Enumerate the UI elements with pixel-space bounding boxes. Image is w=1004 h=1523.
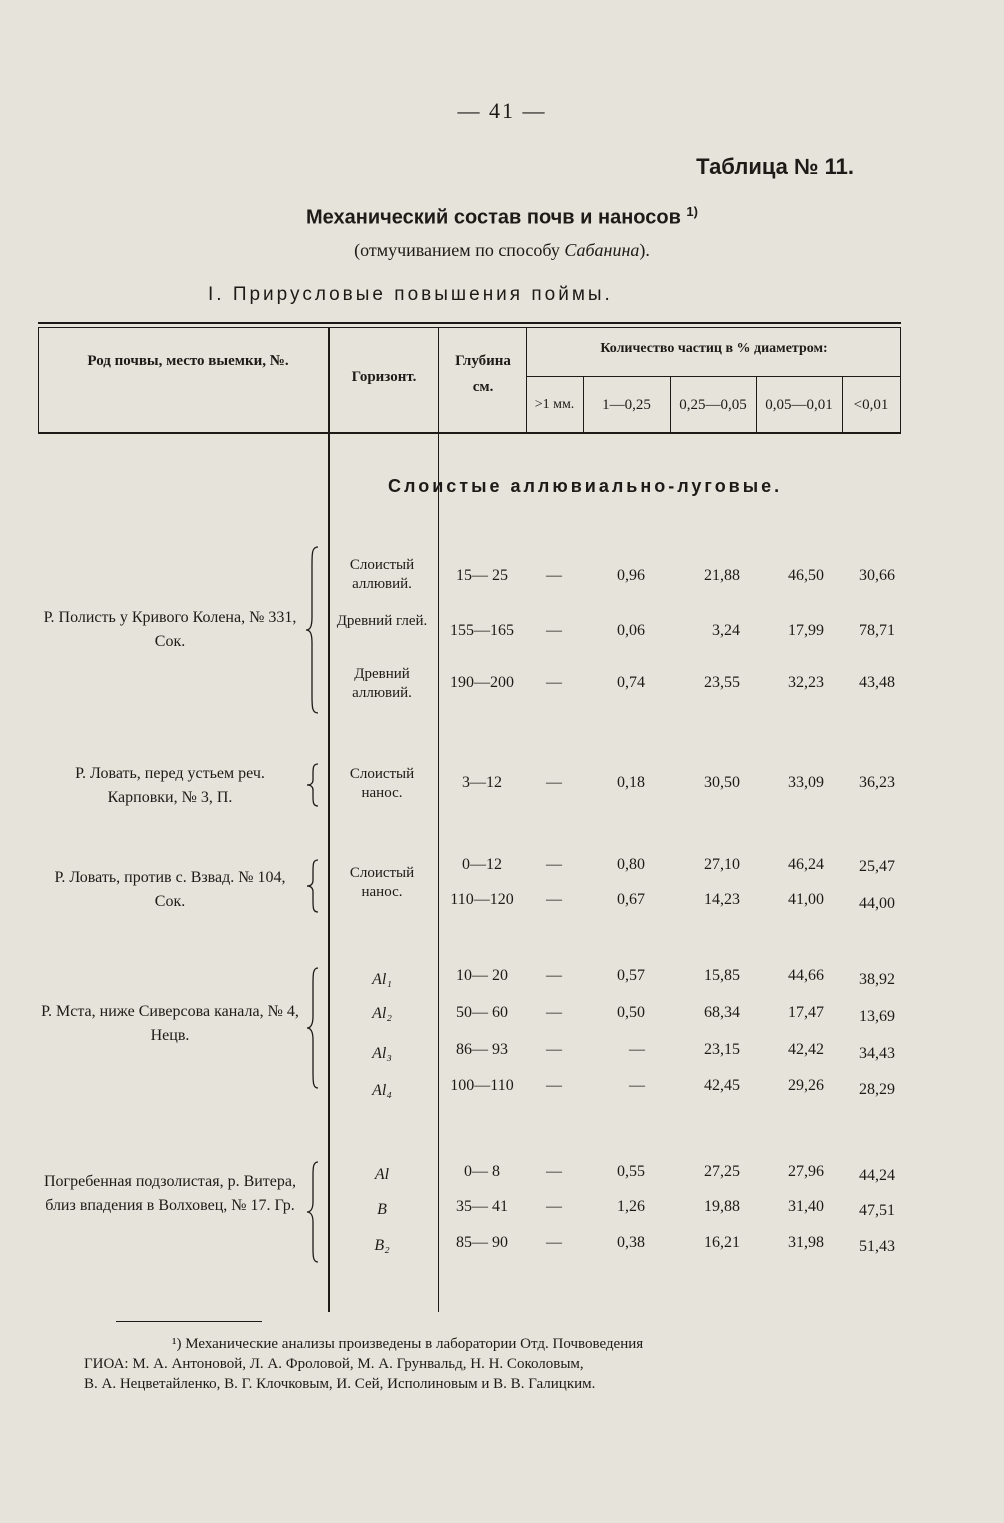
depth-cell: 85— 90	[456, 1234, 508, 1251]
table-top-rule	[38, 322, 901, 324]
footnote-ref[interactable]: 1)	[686, 204, 698, 219]
fraction-cell: 28,29	[859, 1081, 895, 1098]
fraction-cell: 42,42	[788, 1041, 824, 1058]
fraction-cell: 25,47	[859, 858, 895, 875]
row-label-lovat-karpovka: Р. Ловать, перед устьем реч. Карповки, № 3, П.	[75, 765, 265, 806]
brace-icon	[304, 545, 324, 715]
fraction-cell: 32,23	[788, 674, 824, 691]
fraction-cell: 3,24	[712, 622, 740, 639]
fraction-cell: —	[546, 1234, 562, 1251]
fraction-cell: 34,43	[859, 1045, 895, 1062]
footnote-line-1: ¹) Механические анализы произведены в лаборатории Отд. Почвоведения	[172, 1336, 644, 1352]
fraction-cell: 33,09	[788, 774, 824, 791]
footnote	[84, 1334, 864, 1394]
fraction-cell: 13,69	[859, 1008, 895, 1025]
horizon-cell: Al	[374, 1166, 390, 1183]
brace-icon	[304, 762, 324, 808]
fraction-cell: 15,85	[704, 967, 740, 984]
header-soil: Род почвы, место выемки, №.	[87, 353, 289, 369]
header-fraction-4: 0,05—0,01	[765, 397, 833, 413]
fraction-cell: 17,99	[788, 622, 824, 639]
fraction-cell: —	[546, 1163, 562, 1180]
fraction-cell: 0,57	[617, 967, 645, 984]
fraction-cell: —	[546, 1077, 562, 1094]
fraction-cell: —	[546, 891, 562, 908]
depth-cell: 15— 25	[456, 567, 508, 584]
subtitle-prefix: (отмучиванием по способу	[354, 240, 565, 260]
fraction-cell: 1,26	[617, 1198, 645, 1215]
fraction-cell: 0,38	[617, 1234, 645, 1251]
fraction-cell: 36,23	[859, 774, 895, 791]
fraction-cell: 44,00	[859, 895, 895, 912]
depth-cell: 0— 8	[464, 1163, 500, 1180]
horizon-cell: B₂	[374, 1237, 390, 1254]
fraction-cell: 46,50	[788, 567, 824, 584]
fraction-cell: 29,26	[788, 1077, 824, 1094]
footnote-line-3: В. А. Нецветайленко, В. Г. Клочковым, И. Сей, Исполиновым и В. В. Галицким.	[84, 1376, 596, 1392]
table-subtitle	[0, 240, 1004, 261]
depth-cell: 0—12	[462, 856, 502, 873]
fraction-cell: —	[629, 1077, 645, 1094]
horizon-cell: Древний глей.	[336, 613, 428, 629]
fraction-cell: 44,24	[859, 1167, 895, 1184]
footnote-rule	[116, 1321, 262, 1322]
fraction-cell: 41,00	[788, 891, 824, 908]
brace-icon	[304, 858, 324, 914]
horizon-cell: B	[377, 1201, 387, 1218]
fraction-cell: —	[546, 856, 562, 873]
table-number: Таблица № 11.	[696, 154, 854, 179]
row-label-msta: Р. Мста, ниже Сиверсова канала, № 4, Нецв.	[41, 1003, 299, 1044]
depth-cell: 86— 93	[456, 1041, 508, 1058]
horizon-cell: Al₃	[372, 1045, 392, 1062]
fraction-cell: 0,80	[617, 856, 645, 873]
table-header-rule	[38, 432, 901, 434]
depth-cell: 190—200	[450, 674, 514, 691]
fraction-cell: 14,23	[704, 891, 740, 908]
fraction-cell: —	[546, 967, 562, 984]
fraction-cell: 0,50	[617, 1004, 645, 1021]
header-quantity: Количество частиц в % диаметром:	[600, 341, 828, 356]
row-label-lovat-vzvad: Р. Ловать, против с. Взвад. № 104, Сок.	[54, 869, 286, 910]
header-fraction-5: <0,01	[853, 397, 889, 413]
col-divider-soil	[328, 327, 330, 1312]
fraction-cell: 44,66	[788, 967, 824, 984]
header-fraction-3: 0,25—0,05	[679, 397, 747, 413]
depth-cell: 100—110	[450, 1077, 514, 1094]
fraction-cell: —	[546, 1041, 562, 1058]
fraction-cell: 23,55	[704, 674, 740, 691]
fraction-cell: —	[546, 622, 562, 639]
fraction-cell: —	[546, 567, 562, 584]
subtitle-author: Сабанина	[564, 240, 640, 260]
fraction-cell: 19,88	[704, 1198, 740, 1215]
fraction-cell: 16,21	[704, 1234, 740, 1251]
title-text: Механический состав почв и наносов	[306, 206, 681, 229]
depth-cell: 10— 20	[456, 967, 508, 984]
fraction-cell: —	[546, 774, 562, 791]
fraction-cell: 51,43	[859, 1238, 895, 1255]
fraction-cell: 0,96	[617, 567, 645, 584]
fraction-cell: 0,67	[617, 891, 645, 908]
header-depth: Глубина см.	[455, 353, 511, 395]
horizon-cell: Древний аллювий.	[352, 666, 412, 701]
table-left-edge	[38, 327, 39, 432]
horizon-cell: Слоистый нанос.	[349, 865, 415, 900]
fraction-cell: 27,96	[788, 1163, 824, 1180]
fraction-cell: —	[629, 1041, 645, 1058]
footnote-line-2: ГИОА: М. А. Антоновой, Л. А. Фроловой, М. А. Грунвальд, Н. Н. Соколовым,	[84, 1356, 584, 1372]
fraction-cell: 31,98	[788, 1234, 824, 1251]
depth-cell: 155—165	[450, 622, 514, 639]
fraction-cell: 17,47	[788, 1004, 824, 1021]
fraction-cell: 0,74	[617, 674, 645, 691]
row-label-polist: Р. Полисть у Кривого Колена, № 331, Сок.	[43, 609, 297, 650]
horizon-cell: Al₂	[372, 1005, 392, 1022]
fraction-cell: 21,88	[704, 567, 740, 584]
fraction-cell: 23,15	[704, 1041, 740, 1058]
depth-cell: 50— 60	[456, 1004, 508, 1021]
page-number: — 41 —	[457, 98, 547, 123]
fraction-cell: 31,40	[788, 1198, 824, 1215]
row-label-vitera: Погребенная подзолистая, р. Витера, близ впадения в Волховец, № 17. Гр.	[43, 1173, 296, 1214]
fraction-cell: 0,18	[617, 774, 645, 791]
horizon-cell: Al₁	[372, 971, 392, 988]
fraction-cell: —	[546, 1198, 562, 1215]
table-top-rule-2	[38, 327, 901, 328]
fraction-cell: 0,55	[617, 1163, 645, 1180]
group-title: Слоистые аллювиально-луговые.	[388, 476, 783, 496]
fraction-cell: 43,48	[859, 674, 895, 691]
fraction-cell: 46,24	[788, 856, 824, 873]
brace-icon	[304, 966, 324, 1090]
section-heading: I. Прирусловые повышения поймы.	[208, 284, 613, 305]
horizon-cell: Al₄	[372, 1082, 392, 1099]
fraction-cell: 78,71	[859, 622, 895, 639]
table-right-edge	[900, 327, 901, 432]
fraction-cell: 30,66	[859, 567, 895, 584]
fraction-cell: 47,51	[859, 1202, 895, 1219]
depth-cell: 3—12	[462, 774, 502, 791]
col-divider-horizon	[438, 327, 439, 1312]
header-fraction-2: 1—0,25	[602, 397, 651, 413]
depth-cell: 110—120	[450, 891, 514, 908]
header-fraction-1: >1 мм.	[534, 397, 575, 412]
table-title	[0, 204, 1004, 230]
fraction-cell: 27,25	[704, 1163, 740, 1180]
horizon-cell: Слоистый аллювий.	[349, 557, 415, 592]
fraction-cell: 68,34	[704, 1004, 740, 1021]
header-horizon: Горизонт.	[351, 369, 417, 385]
fraction-cell: —	[546, 674, 562, 691]
fraction-cell: 42,45	[704, 1077, 740, 1094]
depth-cell: 35— 41	[456, 1198, 508, 1215]
brace-icon	[304, 1160, 324, 1264]
fraction-cell: 27,10	[704, 856, 740, 873]
fraction-cell: 0,06	[617, 622, 645, 639]
horizon-cell: Слоистый нанос.	[349, 766, 415, 801]
subtitle-suffix: ).	[639, 240, 650, 260]
fraction-cell: —	[546, 1004, 562, 1021]
fraction-cell: 38,92	[859, 971, 895, 988]
fraction-cell: 30,50	[704, 774, 740, 791]
